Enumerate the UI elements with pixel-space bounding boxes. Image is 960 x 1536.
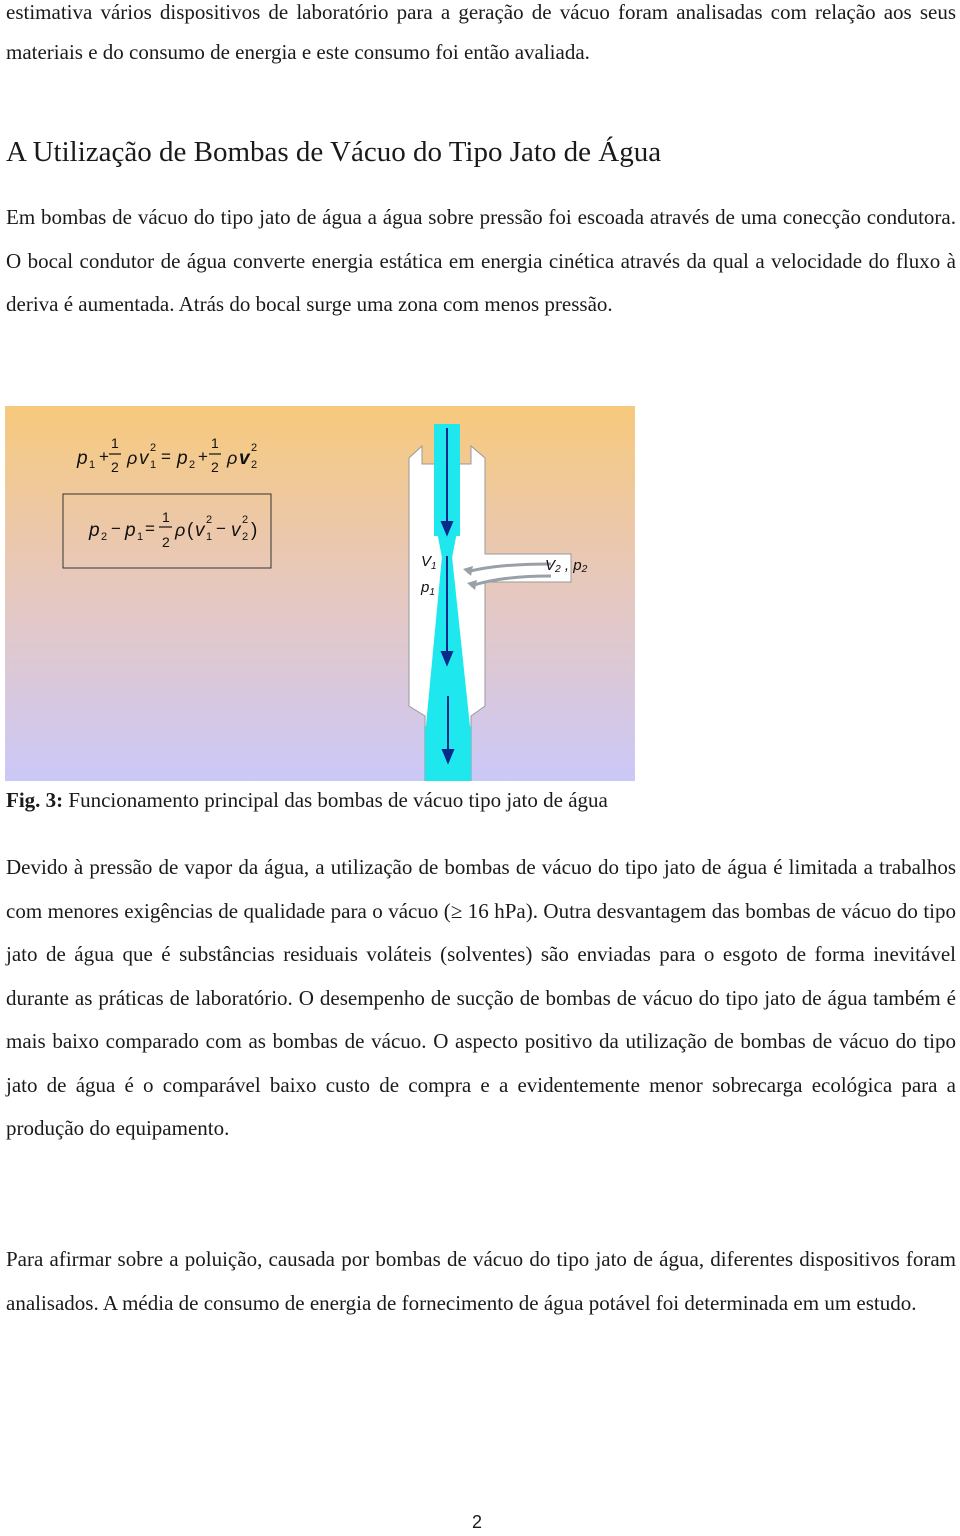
- svg-text:v: v: [139, 448, 149, 469]
- svg-text:2: 2: [251, 442, 258, 454]
- section-heading: A Utilização de Bombas de Vácuo do Tipo Jato de Água: [6, 136, 662, 168]
- jet-pump-diagram: [5, 406, 635, 781]
- svg-text:ρ: ρ: [175, 520, 186, 540]
- svg-text:−: −: [216, 519, 226, 538]
- paragraph-1: Em bombas de vácuo do tipo jato de água a água sobre pressão foi escoada através de uma conecção condutora. O bocal condutor de água converte energia estática em energia cinética através da qual a velocidade do fluxo à deriva é aumentada. Atrás do bocal surge uma zona com menos pressão.: [6, 205, 956, 316]
- svg-text:): ): [251, 520, 258, 541]
- svg-text:1: 1: [137, 531, 144, 543]
- svg-text:+: +: [198, 447, 208, 466]
- svg-text:2: 2: [206, 514, 213, 526]
- paragraph-2: Devido à pressão de vapor da água, a utilização de bombas de vácuo do tipo jato de água é limitada a trabalhos com menores exigências de qualidade para o vácuo (≥ 16 hPa). Outra desvantagem das bombas de vácuo do tipo jato de água que é substâncias residuais voláteis (solventes) são enviadas para o esgoto de forma inevitável durante as práticas de laboratório. O desempenho de sucção de bombas de vácuo do tipo jato de água também é mais baixo comparado com as bombas de vácuo. O aspecto positivo da utilização de bombas de vácuo do tipo jato de água é o comparável baixo custo de compra e a evidentemente menor sobrecarga ecológica para a produção do equipamento.: [6, 855, 956, 1140]
- svg-text:1: 1: [111, 435, 119, 451]
- svg-text:v: v: [195, 520, 205, 541]
- label-v1: $V_1$: [421, 553, 437, 572]
- label-p1: $p_1$: [421, 579, 435, 598]
- svg-text:ρ: ρ: [127, 448, 138, 468]
- svg-text:2: 2: [242, 514, 249, 526]
- svg-text:2: 2: [111, 459, 119, 475]
- svg-text:1: 1: [89, 459, 96, 471]
- svg-text:2: 2: [211, 459, 219, 475]
- label-v2-p2: V₂ , p₂: [545, 557, 588, 574]
- svg-text:p: p: [77, 448, 88, 469]
- svg-text:1: 1: [150, 459, 157, 471]
- svg-text:1: 1: [206, 531, 213, 543]
- svg-text:−: −: [111, 519, 121, 538]
- svg-text:p: p: [89, 520, 100, 541]
- svg-text:1: 1: [211, 435, 219, 451]
- svg-text:=: =: [145, 519, 155, 538]
- svg-text:2: 2: [242, 531, 249, 543]
- svg-text:v: v: [239, 448, 250, 469]
- svg-text:p: p: [125, 520, 136, 541]
- svg-text:ρ: ρ: [227, 448, 238, 468]
- svg-text:p: p: [177, 448, 188, 469]
- page-number: 2: [472, 1512, 483, 1532]
- svg-text:2: 2: [162, 534, 170, 550]
- svg-text:+: +: [99, 447, 109, 466]
- figure-water-jet-pump: [5, 406, 635, 781]
- svg-text:2: 2: [150, 442, 157, 454]
- svg-text:1: 1: [162, 509, 170, 525]
- intro-paragraph: estimativa vários dispositivos de laboratório para a geração de vácuo foram analisadas com relação aos seus materiais e do consumo de energia e este consumo foi então avaliada.: [6, 0, 956, 64]
- svg-text:(: (: [187, 520, 194, 541]
- svg-text:=: =: [161, 447, 171, 466]
- svg-text:2: 2: [251, 459, 258, 471]
- svg-text:2: 2: [189, 459, 196, 471]
- paragraph-3: Para afirmar sobre a poluição, causada por bombas de vácuo do tipo jato de água, diferentes dispositivos foram analisados. A média de consumo de energia de fornecimento de água potável foi determinada em um estudo.: [6, 1247, 956, 1315]
- figure-caption: Fig. 3: Funcionamento principal das bombas de vácuo tipo jato de água: [6, 788, 608, 812]
- svg-text:2: 2: [101, 531, 108, 543]
- svg-text:v: v: [231, 520, 241, 541]
- pressure-difference-equation: [88, 509, 257, 550]
- bernoulli-equation: [76, 435, 257, 475]
